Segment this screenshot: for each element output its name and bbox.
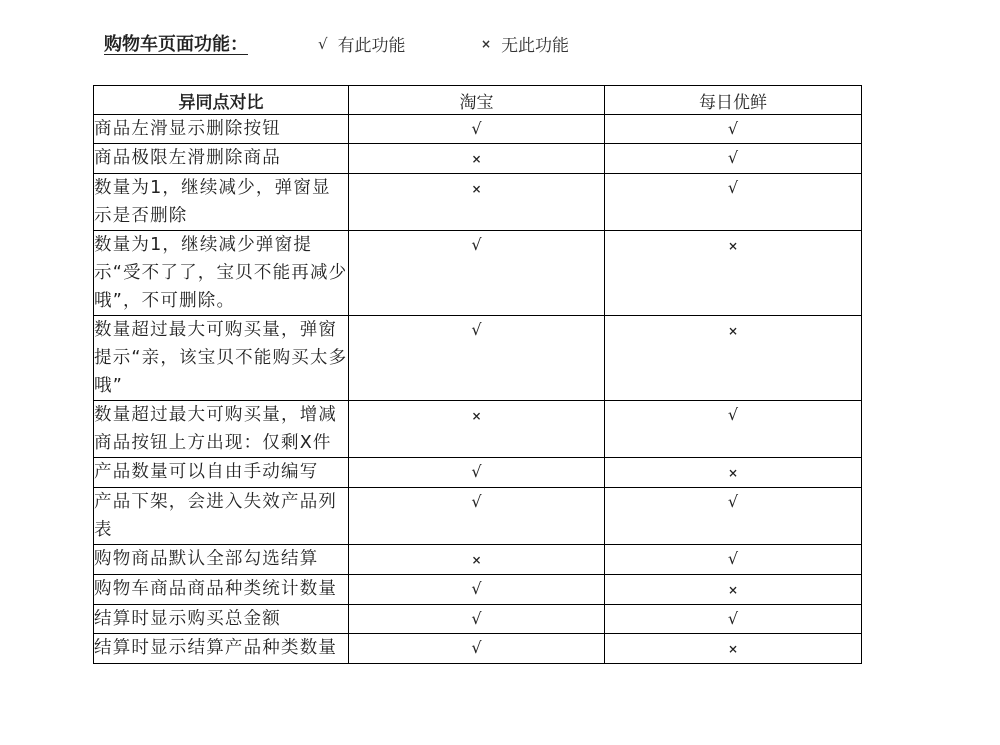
feature-cell: 商品左滑显示删除按钮 [94, 115, 349, 144]
header-taobao: 淘宝 [349, 86, 605, 115]
check-mark-icon: √ [471, 235, 482, 254]
meiri-mark-cell [605, 575, 862, 605]
check-mark-icon: √ [727, 148, 739, 167]
legend-no-feature [481, 31, 569, 56]
check-mark-icon: √ [471, 320, 482, 339]
legend-no-label: 无此功能 [501, 36, 570, 56]
cross-mark-icon: × [481, 36, 492, 51]
table-row [94, 605, 862, 634]
meiri-mark-cell [605, 634, 862, 664]
meiri-mark-cell [605, 605, 862, 634]
cross-mark-icon: × [471, 553, 482, 567]
meiri-mark-cell [605, 458, 862, 488]
feature-cell: 数量为1，继续减少弹窗提示“受不了了，宝贝不能再减少哦”，不可删除。 [94, 231, 349, 316]
feature-cell: 购物车商品商品种类统计数量 [94, 575, 349, 605]
feature-cell: 产品数量可以自由手动编写 [94, 458, 349, 488]
taobao-mark-cell [349, 605, 605, 634]
table-row [94, 231, 862, 316]
meiri-mark-cell [605, 174, 862, 231]
header-meiri: 每日优鲜 [605, 86, 862, 115]
table-row [94, 634, 862, 664]
cross-mark-icon: × [727, 466, 739, 480]
feature-cell: 产品下架，会进入失效产品列表 [94, 488, 349, 545]
taobao-mark-cell [349, 115, 605, 144]
cross-mark-icon: × [471, 152, 482, 166]
comparison-table [93, 85, 862, 664]
cross-mark-icon: × [727, 642, 739, 656]
feature-cell: 商品极限左滑删除商品 [94, 144, 349, 174]
table-row [94, 401, 862, 458]
taobao-mark-cell [349, 316, 605, 401]
check-mark-icon: √ [727, 549, 739, 568]
check-mark-icon: √ [727, 178, 739, 197]
check-mark-icon: √ [727, 492, 739, 511]
meiri-mark-cell [605, 401, 862, 458]
check-mark-icon: √ [471, 638, 482, 657]
page-title: 购物车页面功能： [104, 34, 248, 55]
feature-cell: 数量超过最大可购买量，增减商品按钮上方出现：仅剩X件 [94, 401, 349, 458]
feature-cell: 结算时显示购买总金额 [94, 605, 349, 634]
check-mark-icon: √ [471, 609, 482, 628]
meiri-mark-cell [605, 316, 862, 401]
table-row [94, 545, 862, 575]
table-row [94, 575, 862, 605]
check-mark-icon: √ [471, 492, 482, 511]
check-mark-icon: √ [727, 405, 739, 424]
legend-yes-label: 有此功能 [337, 36, 406, 56]
meiri-mark-cell [605, 231, 862, 316]
taobao-mark-cell [349, 488, 605, 545]
meiri-mark-cell [605, 144, 862, 174]
check-mark-icon: √ [471, 579, 482, 598]
cross-mark-icon: × [471, 409, 482, 423]
cross-mark-icon: × [727, 239, 739, 253]
table-row [94, 115, 862, 144]
table-header-row [94, 86, 862, 115]
cross-mark-icon: × [471, 182, 482, 196]
meiri-mark-cell [605, 488, 862, 545]
page-heading [104, 30, 248, 56]
check-mark-icon: √ [318, 34, 328, 53]
taobao-mark-cell [349, 634, 605, 664]
feature-cell: 购物商品默认全部勾选结算 [94, 545, 349, 575]
legend-has-feature [318, 31, 406, 56]
taobao-mark-cell [349, 174, 605, 231]
cross-mark-icon: × [727, 324, 739, 338]
feature-cell: 数量为1，继续减少，弹窗显示是否删除 [94, 174, 349, 231]
header-comparison: 异同点对比 [94, 86, 349, 115]
table-row [94, 458, 862, 488]
table-row [94, 488, 862, 545]
taobao-mark-cell [349, 144, 605, 174]
table-row [94, 316, 862, 401]
taobao-mark-cell [349, 458, 605, 488]
meiri-mark-cell [605, 115, 862, 144]
taobao-mark-cell [349, 231, 605, 316]
taobao-mark-cell [349, 545, 605, 575]
check-mark-icon: √ [727, 119, 739, 138]
check-mark-icon: √ [471, 462, 482, 481]
taobao-mark-cell [349, 401, 605, 458]
table-row [94, 174, 862, 231]
feature-cell: 结算时显示结算产品种类数量 [94, 634, 349, 664]
feature-cell: 数量超过最大可购买量，弹窗提示“亲，该宝贝不能购买太多哦” [94, 316, 349, 401]
meiri-mark-cell [605, 545, 862, 575]
cross-mark-icon: × [727, 583, 739, 597]
check-mark-icon: √ [727, 609, 739, 628]
taobao-mark-cell [349, 575, 605, 605]
check-mark-icon: √ [471, 119, 482, 138]
table-row [94, 144, 862, 174]
